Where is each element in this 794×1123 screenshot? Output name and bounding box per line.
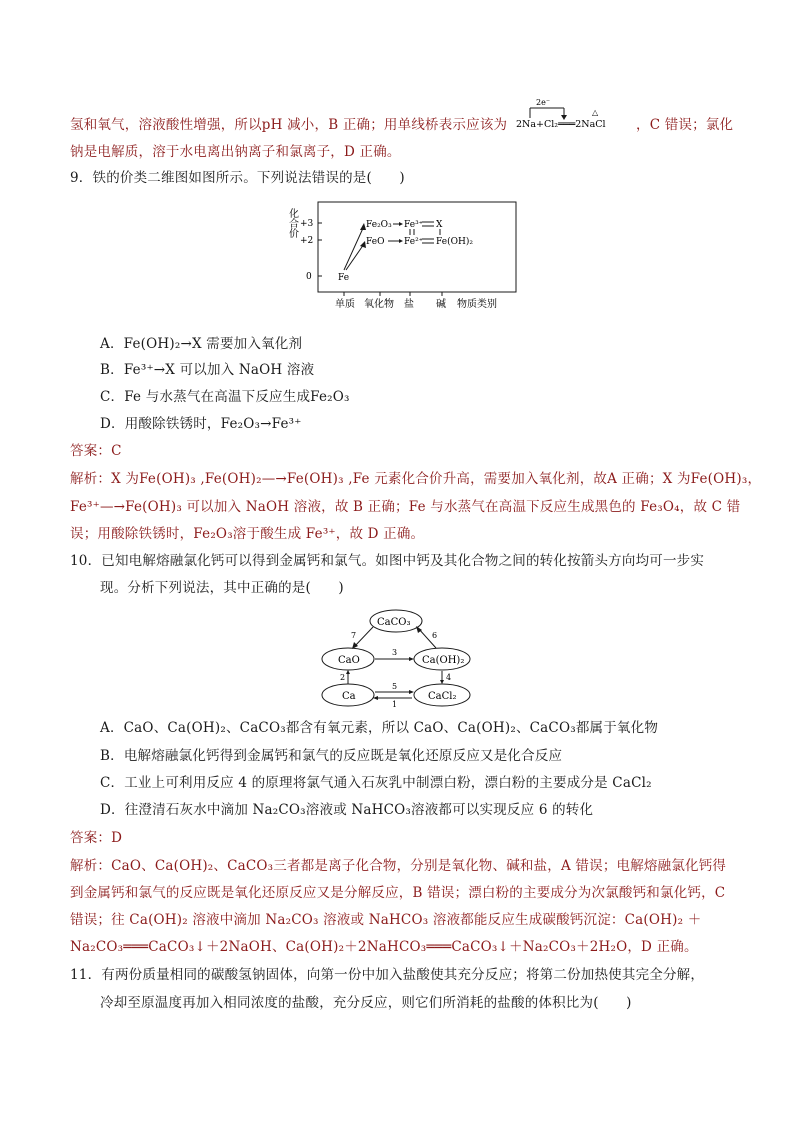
question-11-stem: 11．有两份质量相同的碳酸氢钠固体，向第一份中加入盐酸使其充分反应；将第二份加热使其完全分解， bbox=[70, 967, 705, 983]
question-10-explanation: 到金属钙和氯气的反应既是氧化还原反应又是分解反应，B 错误；漂白粉的主要成分为次氯酸钙和氯化钙，C bbox=[70, 885, 726, 901]
arrow-label: 7 bbox=[351, 631, 357, 640]
arrow-label: 5 bbox=[392, 682, 398, 691]
arrow-label: 4 bbox=[446, 673, 452, 682]
question-9-explanation: 解析：X 为Fe(OH)₃ ,Fe(OH)₂—→Fe(OH)₃ ,Fe 元素化合价升高，需要加入氧化剂，故A 正确；X 为Fe(OH)₃， bbox=[70, 471, 762, 487]
x-label: 单质 bbox=[335, 299, 355, 310]
explanation-text: ，C 错误；氯化 bbox=[636, 117, 734, 133]
bridge-delta-label: △ bbox=[592, 108, 599, 117]
arrow-label: 6 bbox=[432, 631, 438, 640]
question-10-option-b: B．电解熔融氯化钙得到金属钙和氯气的反应既是氧化还原反应又是化合反应 bbox=[100, 748, 563, 764]
question-10-explanation: 错误；往 Ca(OH)₂ 溶液中滴加 Na₂CO₃ 溶液或 NaHCO₃ 溶液都能反应生成碳酸钙沉淀：Ca(OH)₂ ＋ bbox=[70, 912, 702, 928]
calcium-conversion-diagram bbox=[318, 605, 478, 711]
y-tick: +2 bbox=[300, 236, 314, 246]
question-9-option-a: A．Fe(OH)₂→X 需要加入氧化剂 bbox=[100, 336, 303, 352]
explanation-text: 氢和氧气，溶液酸性增强，所以pH 减小，B 正确；用单线桥表示应该为 bbox=[70, 117, 508, 133]
x-label: 盐 bbox=[404, 299, 414, 310]
node-fe: Fe bbox=[338, 273, 350, 283]
question-9-option-d: D．用酸除铁锈时，Fe₂O₃→Fe³⁺ bbox=[100, 416, 302, 432]
question-9-option-b: B．Fe³⁺→X 可以加入 NaOH 溶液 bbox=[100, 362, 315, 378]
text-line bbox=[70, 115, 507, 135]
bridge-equation: 2Na+Cl₂═══2NaCl bbox=[516, 119, 606, 130]
text-line: 钠是电解质，溶于水电离出钠离子和氯离子，D 正确。 bbox=[70, 144, 401, 160]
question-10-option-c: C．工业上可利用反应 4 的原理将氯气通入石灰乳中制漂白粉，漂白粉的主要成分是 CaCl₂ bbox=[100, 775, 652, 791]
arrow-label: 1 bbox=[392, 700, 398, 709]
question-9-option-c: C．Fe 与水蒸气在高温下反应生成Fe₂O₃ bbox=[100, 389, 350, 405]
question-11-stem: 冷却至原温度再加入相同浓度的盐酸，充分反应，则它们所消耗的盐酸的体积比为( ) bbox=[100, 995, 632, 1011]
node-fe2: Fe²⁺ bbox=[404, 237, 424, 247]
question-9-answer: 答案：C bbox=[70, 443, 122, 459]
node-caco3: CaCO₃ bbox=[377, 617, 411, 628]
node-fe3: Fe³⁺ bbox=[404, 220, 424, 230]
question-10-option-a: A．CaO、Ca(OH)₂、CaCO₃都含有氧元素，所以 CaO、Ca(OH)₂、CaCO₃都属于氧化物 bbox=[100, 720, 659, 736]
node-caoh2: Ca(OH)₂ bbox=[422, 655, 465, 666]
question-9-stem: 9．铁的价类二维图如图所示。下列说法错误的是( ) bbox=[70, 170, 405, 186]
question-10-answer: 答案：D bbox=[70, 830, 123, 846]
question-9-explanation: 误；用酸除铁锈时，Fe₂O₃溶于酸生成 Fe³⁺，故 D 正确。 bbox=[70, 526, 425, 542]
arrow-label: 2 bbox=[340, 673, 346, 682]
node-ca: Ca bbox=[342, 691, 356, 702]
question-10-option-d: D．往澄清石灰水中滴加 Na₂CO₃溶液或 NaHCO₃溶液都可以实现反应 6 的转化 bbox=[100, 802, 594, 818]
question-10-explanation: 解析：CaO、Ca(OH)₂、CaCO₃三者都是离子化合物，分别是氧化物、碱和盐，A 错误；电解熔融氯化钙得 bbox=[70, 858, 727, 874]
y-tick: 0 bbox=[306, 272, 312, 282]
node-feoh2: Fe(OH)₂ bbox=[436, 237, 473, 247]
x-label: 氧化物 bbox=[364, 299, 394, 310]
text-line bbox=[636, 115, 733, 135]
single-bridge-equation bbox=[514, 94, 634, 134]
question-10-stem: 10．已知电解熔融氯化钙可以得到金属钙和氯气。如图中钙及其化合物之间的转化按箭头方向均可一步实 bbox=[70, 553, 705, 569]
y-axis-label: 化合价 bbox=[286, 208, 298, 238]
x-label: 碱 bbox=[436, 299, 446, 310]
x-label: 物质类别 bbox=[457, 299, 497, 310]
node-x: X bbox=[436, 220, 443, 230]
y-tick: +3 bbox=[300, 219, 314, 229]
arrow-label: 3 bbox=[392, 648, 398, 657]
node-cao: CaO bbox=[338, 655, 360, 666]
iron-valence-class-diagram bbox=[282, 196, 522, 314]
question-9-explanation: Fe³⁺—→Fe(OH)₃ 可以加入 NaOH 溶液，故 B 正确；Fe 与水蒸气在高温下反应生成黑色的 Fe₃O₄，故 C 错 bbox=[70, 499, 741, 515]
bridge-electron-label: 2e⁻ bbox=[536, 98, 551, 107]
node-cacl2: CaCl₂ bbox=[428, 691, 457, 702]
node-feo: FeO bbox=[366, 237, 385, 247]
question-10-stem: 现。分析下列说法，其中正确的是( ) bbox=[100, 580, 344, 596]
node-fe2o3: Fe₂O₃ bbox=[366, 220, 392, 230]
question-10-explanation: Na₂CO₃═══CaCO₃↓＋2NaOH、Ca(OH)₂＋2NaHCO₃═══CaCO₃↓＋Na₂CO₃＋2H₂O，D 正确。 bbox=[70, 939, 698, 955]
